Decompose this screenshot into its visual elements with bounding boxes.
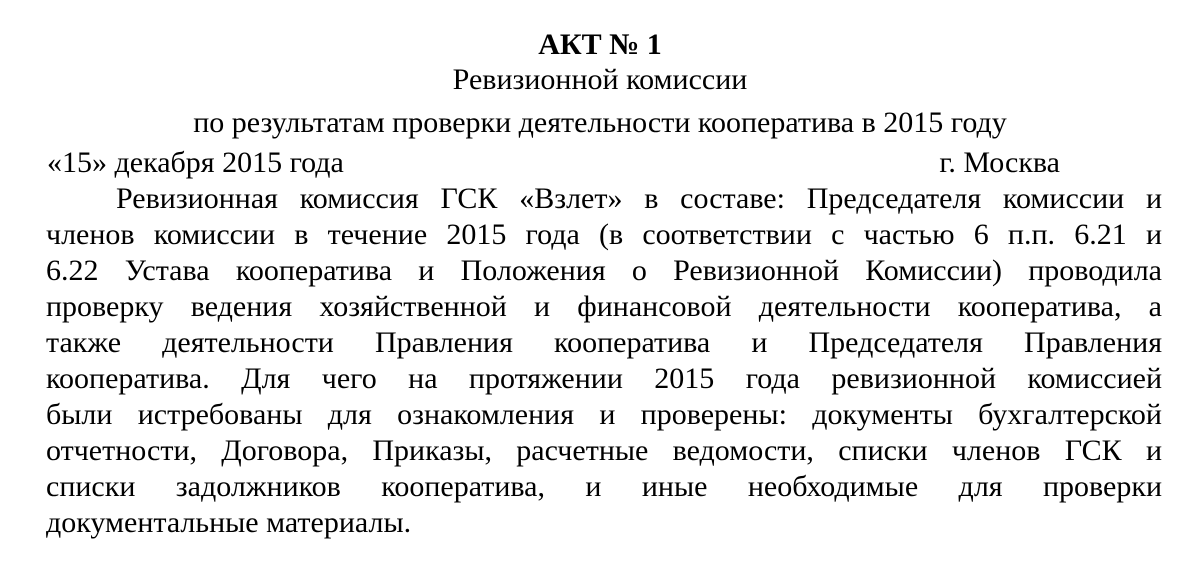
body-paragraph bbox=[46, 181, 1162, 541]
body-line: списки задолжников кооператива, и иные необходимые для проверки bbox=[46, 470, 1162, 503]
body-line: также деятельности Правления кооператива и Председателя Правления bbox=[46, 326, 1162, 359]
body-line: 6.22 Устава кооператива и Положения о Ревизионной Комиссии) проводила bbox=[46, 254, 1162, 287]
body-line: отчетности, Договора, Приказы, расчетные ведомости, списки членов ГСК и bbox=[46, 434, 1162, 467]
document-subtitle-purpose: по результатам проверки деятельности кооператива в 2015 году bbox=[193, 106, 1007, 139]
body-line: кооператива. Для чего на протяжении 2015 года ревизионной комиссией bbox=[46, 362, 1162, 395]
body-line: проверку ведения хозяйственной и финансовой деятельности кооператива, а bbox=[46, 290, 1162, 323]
document-title: АКТ № 1 bbox=[538, 28, 662, 61]
document-subtitle: Ревизионной комиссии bbox=[452, 63, 748, 96]
body-line: членов комиссии в течение 2015 года (в соответствии с частью 6 п.п. 6.21 и bbox=[46, 218, 1162, 251]
body-line: документальные материалы. bbox=[46, 506, 412, 539]
document-city: г. Москва bbox=[939, 146, 1060, 179]
body-line: Ревизионная комиссия ГСК «Взлет» в составе: Председателя комиссии и bbox=[116, 182, 1162, 215]
body-line: были истребованы для ознакомления и проверены: документы бухгалтерской bbox=[46, 398, 1162, 431]
document-date: «15» декабря 2015 года bbox=[47, 146, 344, 179]
